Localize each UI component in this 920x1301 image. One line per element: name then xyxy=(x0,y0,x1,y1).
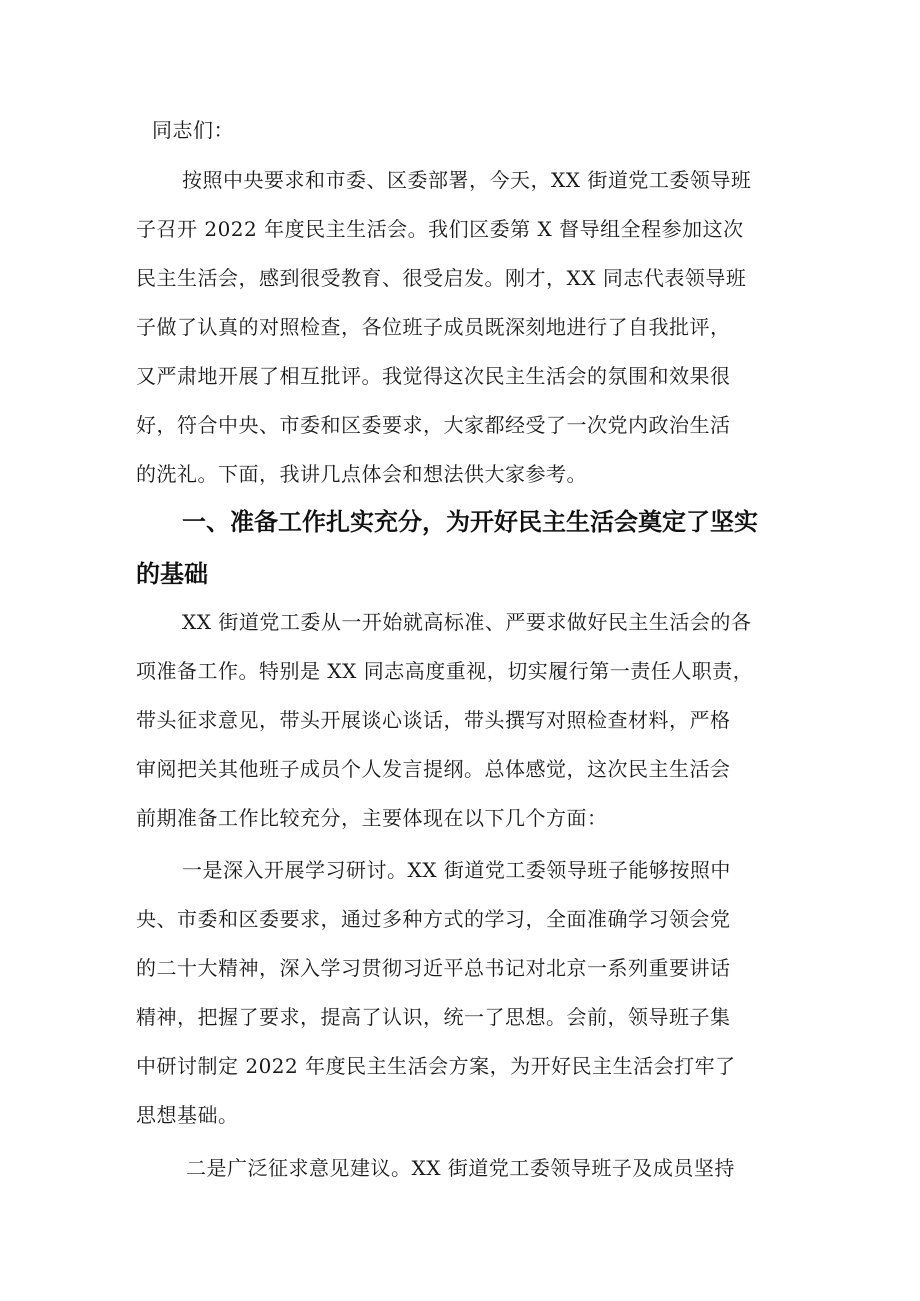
section-heading-line-1: 一、准备工作扎实充分，为开好民主生活会奠定了坚实 xyxy=(182,508,758,536)
paragraph-2-line-2: 项准备工作。特别是 XX 同志高度重视，切实履行第一责任人职责， xyxy=(136,659,754,683)
paragraph-1-line-3: 民主生活会，感到很受教育、很受启发。刚才，XX 同志代表领导班 xyxy=(136,266,747,290)
paragraph-1-line-6: 好，符合中央、市委和区委要求，大家都经受了一次党内政治生活 xyxy=(136,413,731,437)
paragraph-3-line-5: 中研讨制定 2022 年度民主生活会方案，为开好民主生活会打牢了 xyxy=(136,1054,736,1078)
paragraph-1-line-1: 按照中央要求和市委、区委部署，今天，XX 街道党工委领导班 xyxy=(182,168,752,192)
paragraph-1-line-7: 的洗礼。下面，我讲几点体会和想法供大家参考。 xyxy=(136,462,587,486)
salutation: 同志们： xyxy=(152,118,234,142)
paragraph-1-line-5: 又严肃地开展了相互批评。我觉得这次民主生活会的氛围和效果很 xyxy=(136,364,731,388)
paragraph-2-line-1: XX 街道党工委从一开始就高标准、严要求做好民主生活会的各 xyxy=(182,610,752,634)
paragraph-3-line-1: 一是深入开展学习研讨。XX 街道党工委领导班子能够按照中 xyxy=(182,858,731,882)
paragraph-1-line-2: 子召开 2022 年度民主生活会。我们区委第 X 督导组全程参加这次 xyxy=(136,217,744,241)
paragraph-2-line-5: 前期准备工作比较充分，主要体现在以下几个方面： xyxy=(136,806,608,830)
paragraph-1-line-4: 子做了认真的对照检查，各位班子成员既深刻地进行了自我批评， xyxy=(136,315,731,339)
paragraph-3-line-2: 央、市委和区委要求，通过多种方式的学习，全面准确学习领会党 xyxy=(136,907,731,931)
paragraph-2-line-3: 带头征求意见，带头开展谈心谈话，带头撰写对照检查材料，严格 xyxy=(136,708,731,732)
paragraph-3-line-4: 精神，把握了要求，提高了认识，统一了思想。会前，领导班子集 xyxy=(136,1005,731,1029)
section-heading-line-2: 的基础 xyxy=(136,560,208,588)
paragraph-3-line-6: 思想基础。 xyxy=(136,1103,239,1127)
paragraph-4-line-1: 二是广泛征求意见建议。XX 街道党工委领导班子及成员坚持 xyxy=(186,1156,735,1180)
paragraph-2-line-4: 审阅把关其他班子成员个人发言提纲。总体感觉，这次民主生活会 xyxy=(136,757,731,781)
paragraph-3-line-3: 的二十大精神，深入学习贯彻习近平总书记对北京一系列重要讲话 xyxy=(136,956,731,980)
